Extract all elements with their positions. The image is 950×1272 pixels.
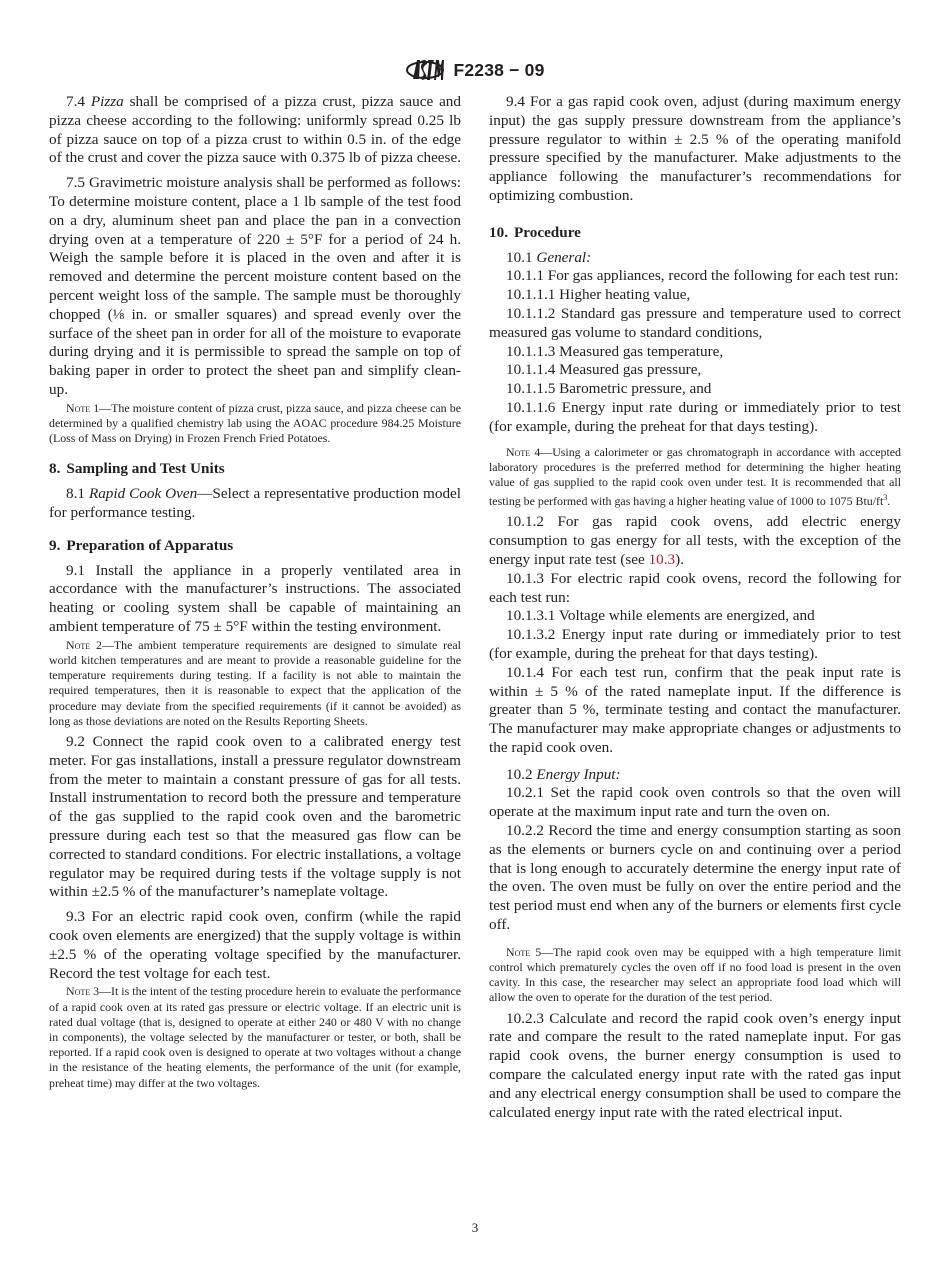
section-8-1: 8.1 Rapid Cook Oven—Select a representative production model for performance testing. — [49, 485, 462, 521]
section-10-1-1-2: 10.1.1.2 Standard gas pressure and temperature used to correct measured gas volume to standard conditions, — [489, 304, 901, 341]
left-column — [49, 93, 461, 1095]
section-9-heading: 9. Preparation of Apparatus — [49, 536, 234, 554]
section-9-3: 9.3 For an electric rapid cook oven, confirm (while the rapid cook oven elements are energized) that the supply voltage is within ±2.5 % of the operating voltage specified by the manufacturer. Record the test voltage for each test. — [49, 908, 461, 982]
section-10-1-1-3: 10.1.1.3 Measured gas temperature, — [506, 342, 724, 360]
note-3: Note 3—It is the intent of the testing procedure herein to evaluate the performance of a rapid cook oven at its rated gas pressure or electric voltage. If an electric unit is rated dual voltage (that is, designed to operate at either 240 or 480 V with no change in components), the voltage selected by the manufacturer or tester, or both, shall be reported. If a rapid cook oven is designed to operate at two voltages without a change in the resistance of the heating elements, the performance of the unit (for example, preheat time) may differ at the two voltages. — [49, 984, 462, 1090]
section-10-1-1-5: 10.1.1.5 Barometric pressure, and — [506, 380, 712, 398]
section-9-2: 9.2 Connect the rapid cook oven to a calibrated energy test meter. For gas installations, install a pressure regulator downstream from the meter to maintain a constant pressure of gas for all tests. Install instrumentation to record both the pressure and temperature of the gas supplied to the rapid cook oven and the barometric pressure during each test so that the measured gas flow can be corrected to standard conditions. For electric installations, a voltage regulator may be required during tests if the voltage supply is not within ±2.5 % of the manufacturer’s nameplate voltage. — [49, 732, 461, 901]
section-10-1-1-1: 10.1.1.1 Higher heating value, — [506, 286, 691, 304]
note-1: Note 1—The moisture content of pizza crust, pizza sauce, and pizza cheese can be determined by a qualified chemistry lab using the AOAC procedure 984.25 Moisture (Loss of Mass on Drying) in Frozen French Fried Potatoes. — [49, 400, 461, 446]
section-10-2-2: 10.2.2 Record the time and energy consumption starting as soon as the elements or burners cycle on and continuing over a period that is long enough to accurately determine the energy input rate of the oven. The oven must be fully on over the entire period and the test period must end when any of the burners or elements first cycle off. — [489, 822, 901, 934]
section-7-4: 7.4 Pizza shall be comprised of a pizza crust, pizza sauce and pizza cheese according to the following: uniformly spread 0.25 lb of pizza sauce on top of a pizza crust to within 0.5 in. of the edge of the crust and cover the pizza sauce with 0.375 lb of pizza cheese. — [49, 93, 461, 167]
section-10-2-3: 10.2.3 Calculate and record the rapid cook oven’s energy input rate and compare the result to the rated nameplate input. For gas rapid cook ovens, the burner energy consumption is used to compare the calculated energy input rate with the rated gas input and any electrical energy consumption shall be used to compare the calculated energy input rate with the rated electrical input. — [489, 1009, 901, 1121]
note-5: Note 5—The rapid cook oven may be equipped with a high temperature limit control which prematurely cycles the oven off if no food load is present in the oven cavity. In this case, the researcher may select an appropriate food load which will allow the oven to operate for the duration of the test period. — [489, 944, 901, 1005]
section-10-3-link[interactable]: 10.3 — [648, 550, 676, 568]
section-9-1: 9.1 Install the appliance in a properly ventilated area in accordance with the manufacturer’s instructions. The associated heating or cooling system shall be capable of maintaining an ambient temperature of 75 ± 5°F within the testing environment. — [49, 561, 461, 635]
section-10-1-1: 10.1.1 For gas appliances, record the following for each test run: — [506, 267, 899, 285]
right-column — [489, 93, 901, 1122]
section-10-2: 10.2 Energy Input: — [506, 765, 621, 783]
section-7-5: 7.5 Gravimetric moisture analysis shall be performed as follows: To determine moisture content, place a 1 lb sample of the test food on a dry, aluminum sheet pan and place the pan in a convection drying oven at a temperature of 220 ± 5°F for a period of 24 h. Weigh the sample before it is placed in the oven and after it is removed and determine the percent moisture content based on the percent weight loss of the sample. The sample must be thoroughly chopped (⅛ in. or smaller squares) and spread evenly over the surface of the sheet pan in order for all of the moisture to evaporate during drying and it is permissible to spread the sample on top of baking paper in order to protect the sheet pan and simplify clean-up. — [49, 174, 461, 398]
section-10-1-4: 10.1.4 For each test run, confirm that the peak input rate is within ± 5 % of the rated nameplate input. If the difference is greater than 5 %, terminate testing and contact the manufacturer. The manufacturer may make appropriate changes or adjustments to the rapid cook oven. — [489, 663, 901, 756]
astm-logo-icon — [405, 55, 445, 85]
page-header — [0, 54, 950, 86]
section-10-heading: 10. Procedure — [489, 223, 581, 241]
section-10-1: 10.1 General: — [506, 248, 592, 266]
note-4: Note 4—Using a calorimeter or gas chromatograph in accordance with accepted laboratory procedures is the preferred method for determining the higher heating value of gas supplied to the rapid cook oven under test. It is recommended that all testing be performed with gas having a higher heating value of 1000 to 1075 Btu/$ft^3$. — [489, 444, 901, 509]
note-2: Note 2—The ambient temperature requirements are designed to simulate real world kitchen temperatures and are meant to provide a reasonable guideline for the temperature requirements during testing. If a facility is not able to maintain the required temperatures, then it is reasonable to expect that the application of the procedure may deviate from the specified requirements (if it cannot be avoided) as long as those deviations are noted on the Results Reporting Sheets. — [49, 637, 461, 728]
section-10-2-1: 10.2.1 Set the rapid cook oven controls so that the oven will operate at the maximum input rate and turn the oven on. — [489, 784, 901, 821]
term: Pizza — [90, 93, 124, 110]
standard-designation: F2238 − 09 — [453, 59, 545, 80]
section-10-1-3-2: 10.1.3.2 Energy input rate during or immediately prior to test (for example, during the preheat for that days testing). — [489, 626, 901, 662]
section-10-1-3-1: 10.1.3.1 Voltage while elements are energized, and — [506, 607, 815, 625]
section-10-1-2: 10.1.2 For gas rapid cook ovens, add electric energy consumption to gas energy for all tests, with the exception of the energy input rate test (see 10.3). — [489, 513, 901, 568]
section-10-1-3: 10.1.3 For electric rapid cook ovens, record the following for each test run: — [489, 569, 901, 606]
page-number: 3 — [471, 1220, 479, 1235]
section-9-4: 9.4 For a gas rapid cook oven, adjust (during maximum energy input) the gas supply pressure downstream from the appliance’s pressure regulator to within ± 2.5 % of the operating manifold pressure specified by the manufacturer. Make adjustments to the appliance following the manufacturer’s recommendations for optimizing combustion. — [489, 93, 901, 204]
section-8-heading: 8. Sampling and Test Units — [49, 460, 225, 478]
section-10-1-1-4: 10.1.1.4 Measured gas pressure, — [506, 361, 702, 379]
section-10-1-1-6: 10.1.1.6 Energy input rate during or immediately prior to test (for example, during the preheat for that days testing). — [489, 398, 901, 435]
